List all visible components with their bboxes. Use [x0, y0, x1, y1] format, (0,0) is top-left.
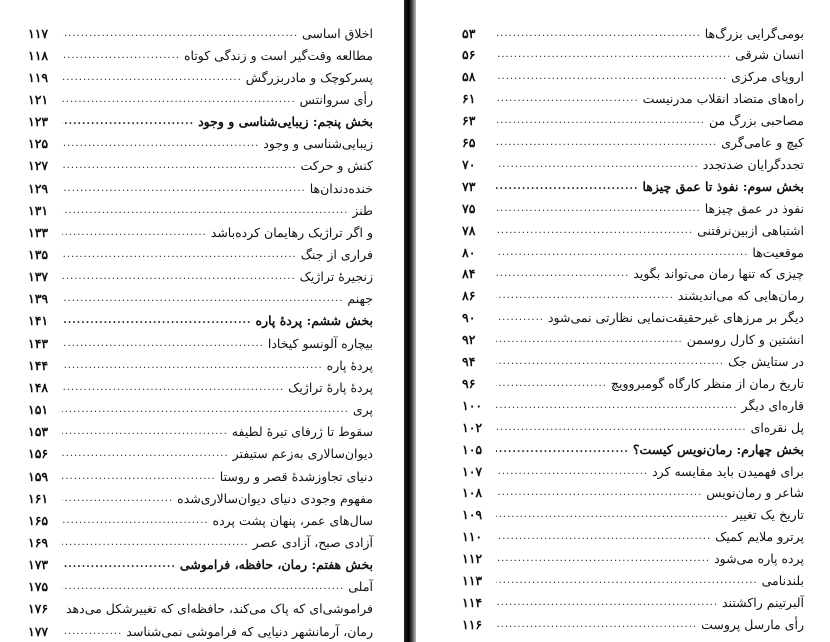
toc-page-number: ۱۴۳ — [28, 335, 49, 351]
toc-entry — [28, 244, 373, 266]
toc-page-number: ۵۳ — [462, 25, 476, 41]
toc-page-number: ۱۱۶ — [462, 616, 483, 632]
toc-leader-dots — [496, 268, 629, 279]
toc-leader-dots — [496, 509, 729, 520]
toc-page-number: ۶۵ — [462, 135, 476, 150]
toc-leader-dots — [496, 247, 748, 258]
toc-entry — [462, 44, 804, 66]
toc-page-number: ۹۴ — [462, 354, 476, 369]
toc-entry-title: مطالعه وقت‌گیر است و زندگی کوتاه — [183, 47, 373, 63]
toc-entry-title: بیچاره آلونسو کیخادا — [267, 335, 373, 351]
toc-page-number: ۱۱۳ — [462, 573, 483, 588]
toc-entry-title: جهنم — [347, 291, 373, 307]
toc-entry-title: رأی مارسل پروست — [701, 616, 804, 632]
toc-entry-title: پل نقره‌ای — [750, 419, 804, 435]
toc-page-number: ۱۳۵ — [28, 247, 49, 262]
toc-section-heading — [28, 111, 373, 133]
toc-entry — [462, 482, 804, 504]
toc-page-number: ۱۳۳ — [28, 224, 49, 240]
toc-entry — [462, 241, 804, 263]
toc-entry — [462, 416, 804, 438]
toc-entry — [462, 22, 804, 44]
toc-entry — [28, 465, 373, 487]
toc-leader-dots — [62, 227, 207, 238]
toc-page-number: ۹۶ — [462, 375, 476, 391]
toc-entry — [462, 460, 804, 482]
toc-entry — [462, 329, 804, 351]
toc-entry — [28, 509, 373, 531]
toc-entry-title: تجددگرایان ضدتجدد — [702, 156, 804, 172]
toc-entry-title: و اگر تراژیک رهایمان کرده‌باشد — [210, 224, 373, 240]
toc-entry-title: شاعر و رمان‌نویس — [706, 485, 804, 501]
toc-leader-dots — [62, 94, 296, 105]
toc-page-number: ۱۱۹ — [28, 69, 49, 85]
toc-page-number: ۱۷۳ — [28, 557, 49, 573]
toc-entry-title: چیزی که تنها رمان می‌تواند بگوید — [633, 266, 804, 282]
toc-entry — [28, 376, 373, 398]
toc-entry — [462, 307, 804, 329]
toc-page-number: ۷۵ — [462, 200, 476, 216]
toc-leader-dots — [496, 466, 648, 477]
toc-entry-title: سال‌های عمر، پنهان پشت پرده — [212, 512, 373, 528]
toc-entry — [28, 332, 373, 354]
toc-entry-title: زیبایی‌شناسی و وجود — [263, 136, 373, 152]
toc-leader-dots — [496, 400, 738, 411]
toc-section-heading — [462, 438, 804, 460]
toc-leader-dots — [62, 72, 242, 83]
toc-page-number: ۱۱۴ — [462, 594, 483, 610]
toc-entry — [28, 620, 373, 642]
toc-page-number: ۱۴۱ — [28, 313, 49, 329]
toc-page-number: ۱۰۹ — [462, 507, 483, 523]
toc-entry-title: رأی سروانتس — [299, 91, 373, 107]
toc-entry-title: تاریخ یک تغییر — [732, 507, 804, 523]
toc-entry-title: زنجیرهٔ تراژیک — [299, 269, 373, 285]
toc-page-number: ۱۰۰ — [462, 397, 483, 413]
toc-entry — [28, 88, 373, 110]
toc-entry — [462, 263, 804, 285]
toc-entry-title: انشتین و کارل روسمن — [686, 332, 804, 348]
toc-entry — [462, 132, 804, 154]
toc-leader-dots — [62, 537, 249, 548]
toc-entry — [28, 133, 373, 155]
toc-page-number: ۸۴ — [462, 266, 476, 282]
toc-page-number: ۷۸ — [462, 222, 476, 238]
toc-entry — [28, 266, 373, 288]
toc-entry-title: اروپای مرکزی — [731, 69, 804, 85]
toc-entry — [462, 526, 804, 548]
toc-entry-title: طنز — [352, 202, 373, 218]
toc-leader-dots — [62, 426, 228, 437]
toc-page-number: ۱۲۹ — [28, 180, 49, 196]
toc-entry-title: رمان، آرمانشهر دنیایی که فراموشی نمی‌شناسد — [126, 623, 373, 639]
toc-entry-title: دیوان‌سالاری به‌زعم ستیفتر — [232, 446, 373, 462]
toc-leader-dots — [62, 249, 297, 260]
toc-page-number: ۱۶۱ — [28, 490, 49, 506]
toc-leader-dots — [62, 559, 176, 570]
toc-entry-title: کیچ و عامی‌گری — [721, 135, 804, 150]
toc-entry-title: آملی — [348, 579, 373, 595]
toc-leader-dots — [62, 205, 348, 216]
toc-leader-dots — [496, 49, 731, 60]
toc-entry — [462, 570, 804, 592]
toc-leader-dots — [496, 71, 727, 82]
toc-entry-title: فراموشی‌ای که پاک می‌کند، حافظه‌ای که تغییرشکل می‌دهد — [65, 601, 373, 617]
toc-entry-title: پری — [352, 402, 373, 418]
toc-page-number: ۱۵۶ — [28, 446, 49, 462]
toc-leader-dots — [496, 181, 638, 192]
toc-leader-dots — [496, 553, 710, 564]
toc-page-number: ۱۳۱ — [28, 202, 49, 218]
toc-leader-dots — [496, 28, 701, 39]
toc-entry-title: دیگر بر مرزهای غیرحقیقت‌نمایی نظارتی نمی‌شود — [547, 310, 804, 326]
toc-page-number: ۶۳ — [462, 113, 476, 129]
toc-entry — [462, 613, 804, 635]
toc-entry-title: اخلاق اساسی — [302, 25, 373, 41]
toc-page-number: ۱۳۹ — [28, 291, 49, 307]
toc-page-number: ۱۱۲ — [462, 551, 483, 567]
toc-entry-title: دنیای تجاوزشدهٔ قصر و روستا — [219, 468, 373, 484]
toc-entry-title: پسرکوچک و مادربزرگش — [245, 69, 373, 85]
toc-entry-title: برای فهمیدن باید مقایسه کرد — [652, 463, 804, 479]
toc-page-number: ۱۵۳ — [28, 424, 49, 440]
toc-leader-dots — [62, 382, 284, 393]
toc-entry — [462, 88, 804, 110]
toc-page-number: ۸۰ — [462, 244, 476, 260]
toc-entry-title: مفهوم وجودی دنیای دیوان‌سالاری‌شده — [177, 490, 373, 506]
toc-entry-title: در ستایش جک — [728, 354, 804, 369]
toc-leader-dots — [62, 28, 298, 39]
toc-entry — [28, 421, 373, 443]
toc-leader-dots — [62, 448, 229, 459]
toc-page-number: ۱۰۷ — [462, 463, 483, 479]
toc-entry-title: پرترو ملایم کمیک — [715, 529, 804, 545]
toc-leader-dots — [496, 422, 747, 433]
toc-entry — [28, 354, 373, 376]
toc-page-number: ۹۰ — [462, 310, 476, 326]
toc-section-heading — [28, 554, 373, 576]
toc-page-number: ۱۷۶ — [27, 601, 49, 617]
toc-page-number: ۱۷۷ — [28, 623, 49, 639]
toc-leader-dots — [496, 531, 711, 542]
toc-page-number: ۶۱ — [462, 91, 476, 107]
toc-entry — [28, 443, 373, 465]
toc-page-number: ۱۳۷ — [28, 269, 49, 285]
toc-page-number: ۱۰۵ — [462, 441, 483, 457]
toc-entry — [28, 66, 373, 88]
toc-page-number: ۷۳ — [462, 178, 476, 194]
toc-entry-title: بومی‌گرایی بزرگ‌ها — [704, 25, 804, 41]
toc-entry-title: موقعیت‌ها — [752, 244, 804, 260]
toc-page-number: ۸۶ — [462, 288, 476, 304]
toc-entry-title: اشتباهی ازبین‌نرفتنی — [697, 222, 804, 238]
toc-entry — [462, 153, 804, 175]
toc-entry — [28, 531, 373, 553]
toc-entry-title: بخش هفتم: رمان، حافظه، فراموشی — [179, 557, 373, 573]
toc-leader-dots — [62, 160, 297, 171]
toc-page-number: ۱۲۱ — [28, 91, 49, 107]
toc-entry-title: نفوذ در عمق چیزها — [704, 200, 804, 216]
toc-entry — [462, 372, 804, 394]
toc-entry — [28, 221, 373, 243]
toc-leader-dots — [62, 338, 264, 349]
toc-section-heading — [28, 310, 373, 332]
toc-entry-title: مصاحبی بزرگ من — [708, 113, 804, 129]
toc-page-number: ۷۰ — [462, 156, 476, 172]
toc-entry-title: تاریخ رمان از منظر کارگاه گومبروویچ — [610, 375, 804, 391]
toc-leader-dots — [496, 159, 699, 170]
toc-entry-title: سقوط تا ژرفای تیرهٔ لطیفه — [231, 424, 373, 440]
toc-leader-dots — [496, 137, 717, 148]
toc-leader-dots — [496, 575, 758, 586]
toc-page-number: ۱۲۳ — [28, 114, 49, 130]
toc-page-number: ۱۶۹ — [28, 534, 49, 550]
toc-entry — [28, 487, 373, 509]
toc-leader-dots — [62, 404, 349, 415]
toc-entry — [462, 110, 804, 132]
toc-entry-title: آزادی صبح، آزادی عصر — [252, 534, 373, 550]
toc-leader-dots — [496, 290, 674, 301]
toc-page-number: ۱۴۸ — [28, 379, 49, 395]
toc-entry — [462, 219, 804, 241]
toc-page-number: ۱۰۸ — [462, 485, 483, 501]
toc-entry — [462, 285, 804, 307]
toc-entry — [462, 351, 804, 373]
toc-leader-dots — [62, 515, 209, 526]
toc-entry-title: بخش پنجم: زیبایی‌شناسی و وجود — [198, 114, 373, 130]
toc-leader-dots — [496, 334, 683, 345]
toc-leader-dots — [496, 356, 724, 367]
toc-entry — [462, 197, 804, 219]
toc-leader-dots — [62, 183, 306, 194]
toc-leader-dots — [62, 626, 122, 637]
toc-leader-dots — [62, 581, 344, 592]
toc-leader-dots — [496, 619, 697, 630]
toc-page-number: ۵۶ — [462, 47, 476, 63]
toc-leader-dots — [62, 271, 296, 282]
toc-page-number: ۱۱۰ — [462, 529, 483, 545]
toc-entry-title: بخش ششم: پردهٔ پاره — [255, 313, 373, 329]
toc-entry — [462, 504, 804, 526]
left-page — [0, 0, 405, 642]
toc-entry — [462, 548, 804, 570]
toc-leader-dots — [496, 487, 702, 498]
toc-entry-title: قاره‌ای دیگر — [741, 397, 804, 413]
toc-page-number: ۱۲۷ — [28, 158, 49, 174]
toc-entry-title: رمان‌هایی که می‌اندیشند — [677, 288, 804, 304]
toc-leader-dots — [496, 93, 639, 104]
toc-page-number: ۱۶۵ — [28, 512, 49, 528]
toc-page-number: ۵۸ — [462, 69, 476, 85]
toc-leader-dots — [496, 444, 629, 455]
toc-entry-title: انسان شرقی — [735, 47, 804, 63]
toc-page-number: ۱۰۲ — [462, 419, 483, 435]
toc-leader-dots — [62, 293, 343, 304]
toc-entry — [462, 394, 804, 416]
toc-leader-dots — [496, 115, 705, 126]
toc-entry-title: راه‌های متضاد انقلاب مدرنیست — [642, 91, 804, 107]
toc-entry — [28, 177, 373, 199]
toc-entry-title: کنش و حرکت — [300, 158, 373, 174]
toc-page-number: ۱۴۴ — [28, 357, 49, 373]
toc-entry — [28, 44, 373, 66]
toc-entry-title: بخش سوم: نفوذ تا عمق چیزها — [642, 178, 804, 194]
toc-entry — [28, 399, 373, 421]
toc-entry — [28, 288, 373, 310]
toc-entry — [462, 66, 804, 88]
toc-page-number: ۱۵۹ — [28, 468, 49, 484]
toc-entry — [28, 199, 373, 221]
toc-leader-dots — [496, 203, 701, 214]
toc-leader-dots — [62, 493, 173, 504]
toc-leader-dots — [62, 471, 216, 482]
toc-entry — [28, 155, 373, 177]
toc-entry-title: پردهٔ پارهٔ تراژیک — [288, 379, 373, 395]
toc-leader-dots — [496, 225, 693, 236]
toc-leader-dots — [62, 50, 180, 61]
toc-entry-title: بخش چهارم: رمان‌نویس کیست؟ — [632, 441, 804, 457]
toc-page-number: ۱۱۷ — [28, 25, 49, 41]
toc-entry-title: فراری از جنگ — [300, 247, 373, 262]
toc-section-heading — [462, 175, 804, 197]
toc-leader-dots — [62, 315, 252, 326]
toc-leader-dots — [496, 378, 607, 389]
toc-entry-title: آلبرتینم راکشتند — [722, 594, 804, 610]
toc-entry-title: خنده‌دندان‌ها — [309, 180, 373, 196]
toc-entry-title: پرده پاره می‌شود — [714, 551, 804, 567]
toc-leader-dots — [496, 312, 544, 323]
toc-entry — [462, 591, 804, 613]
toc-entry-title: بلندنامی — [761, 573, 804, 588]
toc-entry — [28, 22, 373, 44]
toc-entry — [28, 598, 373, 620]
toc-leader-dots — [496, 597, 718, 608]
toc-leader-dots — [62, 116, 194, 127]
toc-page-number: ۱۷۵ — [28, 579, 49, 595]
right-page — [415, 0, 830, 642]
toc-leader-dots — [62, 138, 259, 149]
toc-page-number: ۹۲ — [462, 332, 476, 348]
toc-entry — [28, 576, 373, 598]
toc-page-number: ۱۲۵ — [28, 136, 49, 152]
toc-leader-dots — [62, 360, 323, 371]
toc-entry-title: پردهٔ پاره — [326, 357, 373, 373]
toc-page-number: ۱۱۸ — [28, 47, 49, 63]
toc-page-number: ۱۵۱ — [28, 402, 49, 418]
